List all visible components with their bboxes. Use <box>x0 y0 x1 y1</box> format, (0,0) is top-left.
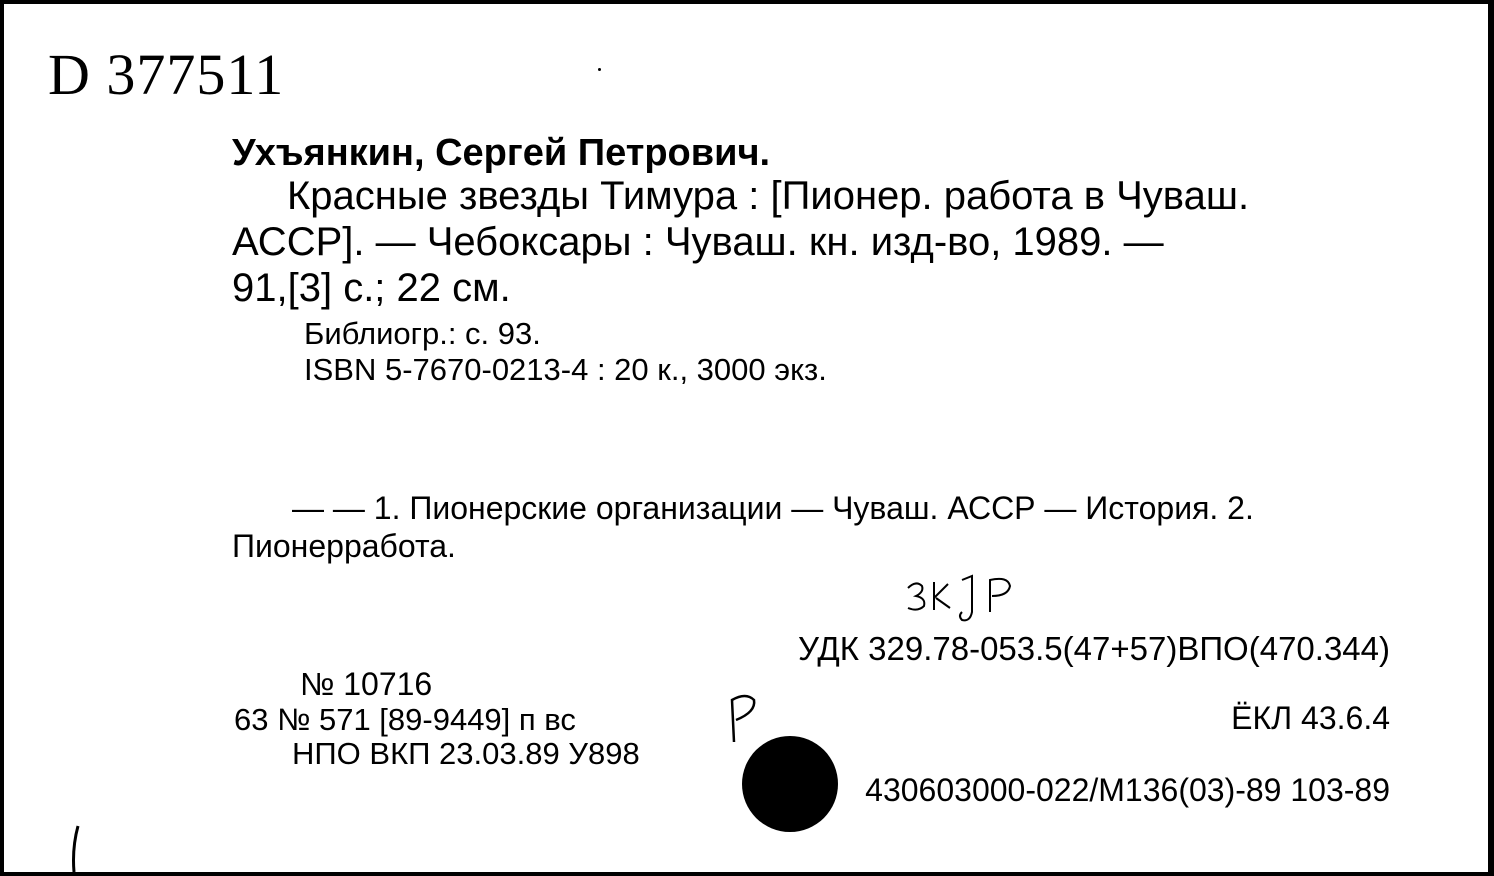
subjects-line-1: — — 1. Пионерские организации — Чуваш. АССР — История. 2. <box>292 490 1254 526</box>
handwritten-mark-bottom <box>720 690 770 746</box>
ekl-classification: ЁКЛ 43.6.4 <box>1231 700 1390 736</box>
publisher-code: 430603000-022/М136(03)-89 103-89 <box>865 772 1390 808</box>
bibliography-note: Библиогр.: с. 93. <box>304 316 541 351</box>
record-number: № 10716 <box>300 666 433 702</box>
order-line: 63 № 571 [89-9449] п вс <box>234 702 576 737</box>
call-number: D 377511 <box>48 42 285 107</box>
npo-line: НПО ВКП 23.03.89 У898 <box>292 736 640 771</box>
handwritten-margin-mark <box>60 822 90 876</box>
handwritten-mark-top <box>900 572 1030 628</box>
title-line-1: Красные звезды Тимура : [Пионер. работа в Чуваш. <box>287 174 1250 218</box>
title-line-3: 91,[3] с.; 22 см. <box>232 266 511 310</box>
subjects-line-2: Пионерработа. <box>232 528 456 564</box>
isbn-note: ISBN 5-7670-0213-4 : 20 к., 3000 экз. <box>304 352 827 387</box>
speck <box>598 68 601 71</box>
author: Ухъянкин, Сергей Петрович. <box>232 132 771 174</box>
title-line-2: АССР]. — Чебоксары : Чуваш. кн. изд-во, 1989. — <box>232 220 1164 264</box>
udk-classification: УДК 329.78-053.5(47+57)ВПО(470.344) <box>797 630 1390 667</box>
punch-hole-dot <box>742 736 838 832</box>
